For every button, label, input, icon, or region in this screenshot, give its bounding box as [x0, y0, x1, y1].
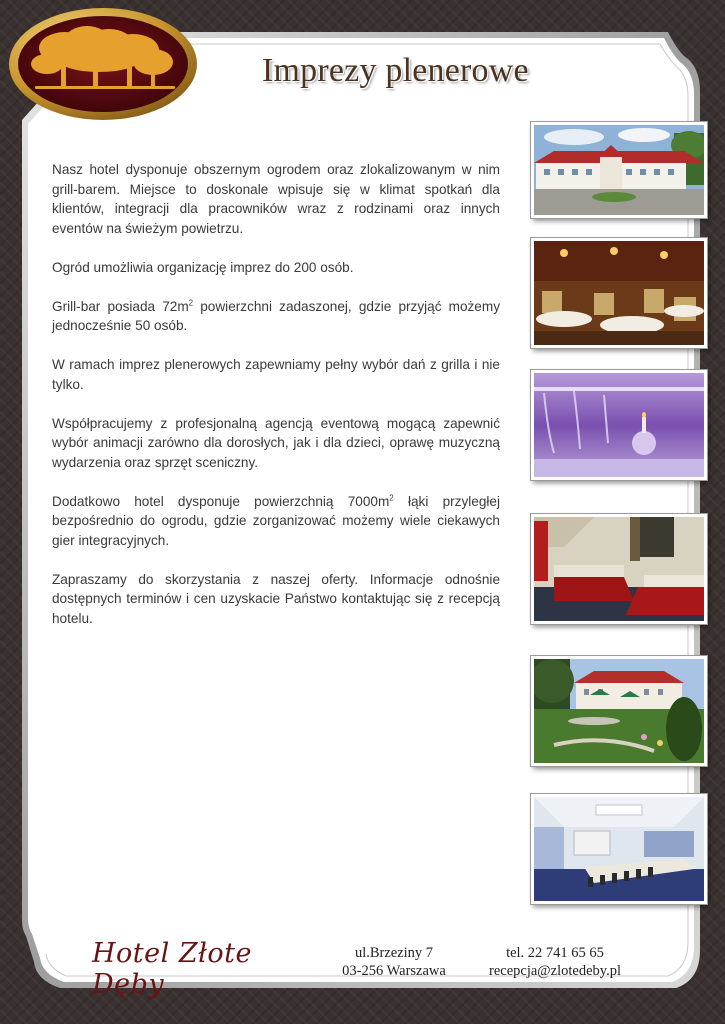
restaurant-interior-photo[interactable]	[531, 238, 707, 348]
garden-photo[interactable]	[531, 656, 707, 766]
grill-bar-text-a: Grill-bar posiada 72m	[52, 298, 189, 314]
page-title: Imprezy plenerowe	[262, 52, 529, 89]
paragraph-capacity: Ogród umożliwia organizację imprez do 200 osób.	[52, 259, 354, 275]
garden-image	[534, 659, 704, 763]
conference-room-image	[534, 797, 704, 901]
paragraph-menu: W ramach imprez plenerowych zapewniamy pełny wybór dań z grilla i nie tylko.	[52, 357, 500, 392]
hotel-room-photo[interactable]	[531, 514, 707, 624]
hotel-address	[333, 944, 455, 980]
tree-logo-icon	[7, 6, 199, 122]
conference-room-photo[interactable]	[531, 794, 707, 904]
hotel-exterior-image	[534, 125, 704, 215]
paragraph-meadow	[52, 492, 500, 551]
superscript: 2	[389, 492, 394, 502]
meadow-text-b: łąki przyległej bezpośrednio do ogrodu, gdzie zorganizować możemy wiele ciekawych gier integracyjnych.	[52, 493, 500, 548]
table-setting-image	[534, 373, 704, 477]
address-city: 03-256 Warszawa	[342, 963, 446, 979]
paragraph-intro: Nasz hotel dysponuje obszernym ogrodem oraz zlokalizowanym w nim grill-barem. Miejsce to doskonale wpisuje się w klimat spotkań dla klientów, integracji dla pracowników wraz z rodzinami oraz innych eventów na świeżym powietrzu.	[52, 162, 500, 236]
hotel-contact	[480, 944, 630, 980]
table-setting-photo[interactable]	[531, 370, 707, 480]
grill-bar-text-b: powierzchni zadaszonej, gdzie przyjąć możemy jednocześnie 50 osób.	[52, 298, 500, 333]
restaurant-interior-image	[534, 241, 704, 345]
paragraph-invitation: Zapraszamy do skorzystania z naszej oferty. Informacje odnośnie dostępnych terminów i cen uzyskacie Państwo kontaktując się z recepcją hotelu.	[52, 571, 500, 626]
hotel-room-image	[534, 517, 704, 621]
superscript: 2	[188, 297, 194, 307]
meadow-text-a: Dodatkowo hotel dysponuje powierzchnią 7000m	[52, 493, 390, 509]
email-link[interactable]: recepcja@zlotedeby.pl	[489, 963, 621, 979]
hotel-logo[interactable]	[7, 6, 199, 122]
paragraph-grill-bar	[52, 297, 500, 336]
hotel-exterior-photo[interactable]	[531, 122, 707, 218]
paragraph-agency: Współpracujemy z profesjonalną agencją eventową mogącą zapewnić wybór animacji zarówno dla dorosłych, jak i dla dzieci, oprawę muzyczną wydarzenia oraz sprzęt sceniczny.	[52, 415, 500, 470]
address-street: ul.Brzeziny 7	[354, 945, 434, 961]
content-body	[52, 160, 500, 648]
hotel-name-signature: Hotel Złote Dęby	[92, 938, 252, 1000]
phone-number[interactable]: tel. 22 741 65 65	[506, 945, 604, 961]
